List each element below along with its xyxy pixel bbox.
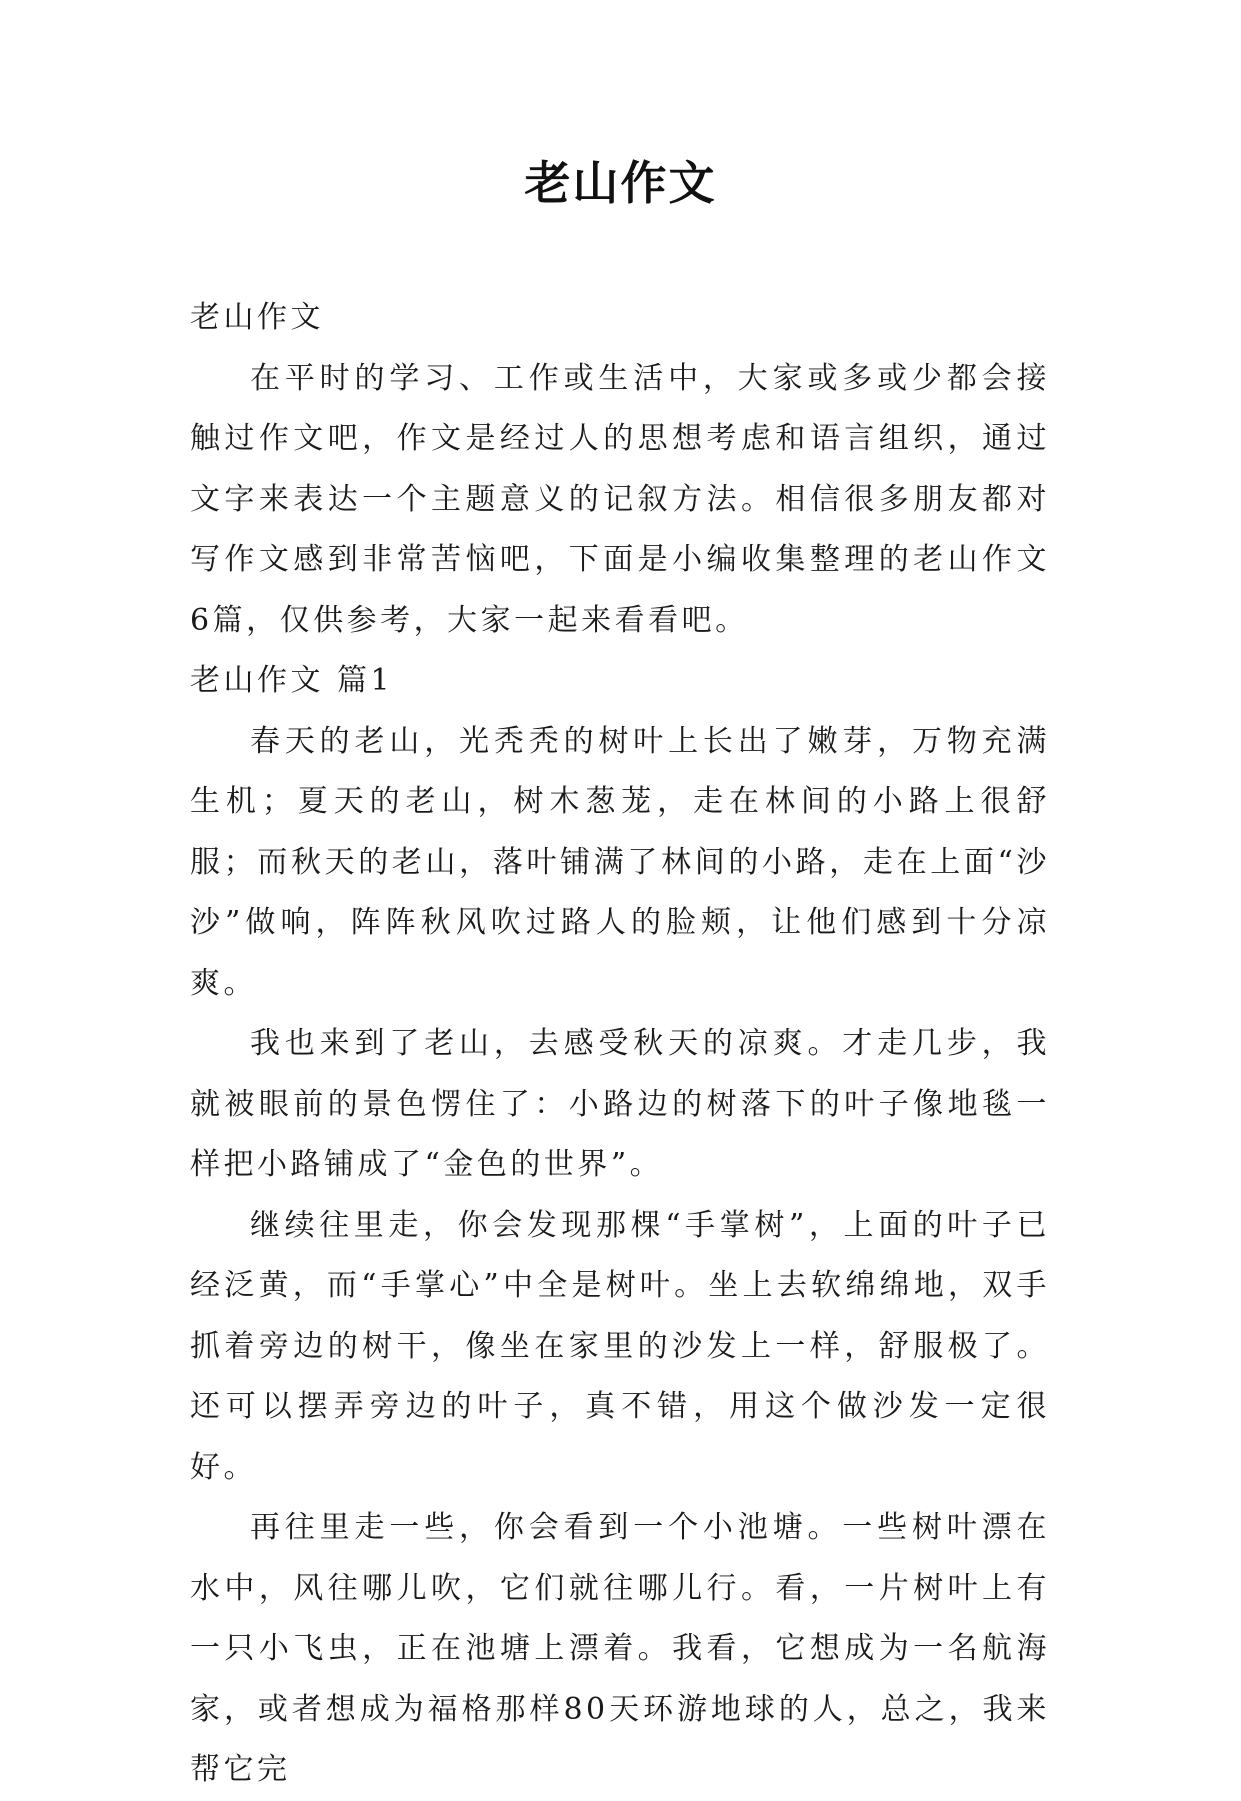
body-paragraph: 春天的老山，光秃秃的树叶上长出了嫩芽，万物充满生机；夏天的老山，树木葱茏，走在林间的小路上很舒服；而秋天的老山，落叶铺满了林间的小路，走在上面“沙沙”做响，阵阵秋风吹过路人的脸颊，让他们感到十分凉爽。 [190, 723, 1050, 1001]
document-title: 老山作文 [524, 156, 717, 210]
intro-paragraph: 在平时的学习、工作或生活中，大家或多或少都会接触过作文吧，作文是经过人的思想考虑和语言组织，通过文字来表达一个主题意义的记叙方法。相信很多朋友都对写作文感到非常苦恼吧，下面是小编收集整理的老山作文6篇，仅供参考，大家一起来看看吧。 [190, 360, 1050, 638]
body-paragraph: 继续往里走，你会发现那棵“手掌树”，上面的叶子已经泛黄，而“手掌心”中全是树叶。坐上去软绵绵地，双手抓着旁边的树干，像坐在家里的沙发上一样，舒服极了。还可以摆弄旁边的叶子，真不错，用这个做沙发一定很好。 [190, 1207, 1050, 1485]
document-subtitle: 老山作文 [190, 300, 324, 335]
body-paragraph: 再往里走一些，你会看到一个小池塘。一些树叶漂在水中，风往哪儿吹，它们就往哪儿行。看，一片树叶上有一只小飞虫，正在池塘上漂着。我看，它想成为一名航海家，或者想成为福格那样80天环游地球的人，总之，我来帮它完 [190, 1510, 1050, 1787]
body-paragraph: 我也来到了老山，去感受秋天的凉爽。才走几步，我就被眼前的景色愣住了：小路边的树落下的叶子像地毯一样把小路铺成了“金色的世界”。 [190, 1026, 1050, 1182]
section-heading: 老山作文 篇1 [190, 663, 394, 698]
document-body [190, 288, 1050, 1801]
